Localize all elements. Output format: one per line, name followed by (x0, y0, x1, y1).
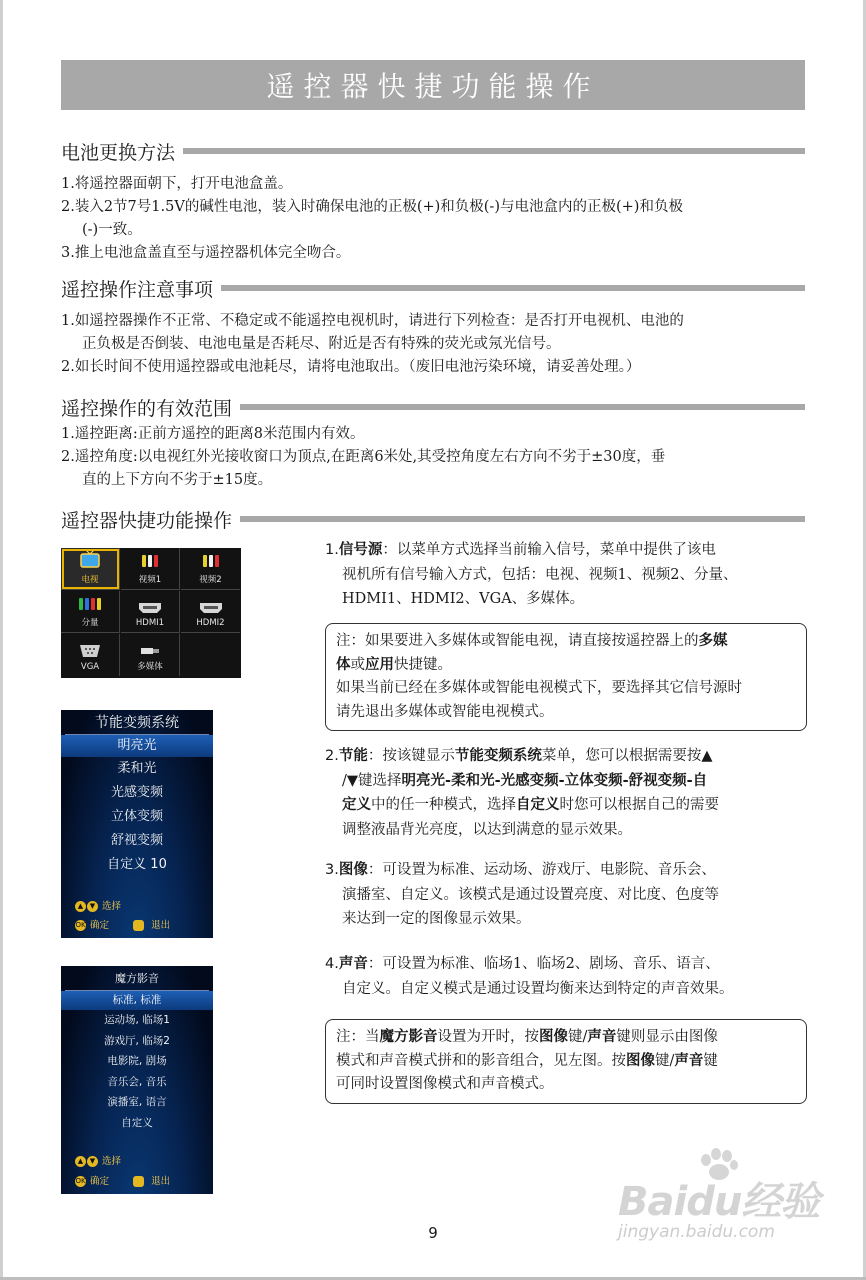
note-text: 键/ (568, 1029, 588, 1045)
note-bold: 声音 (674, 1052, 704, 1069)
av-menu-item: 音乐会, 音乐 (107, 1075, 167, 1088)
source-vga (61, 634, 120, 676)
battery-line-3: (-)一致。 (82, 222, 142, 238)
vga-port-icon (78, 643, 102, 659)
range-line-2: 2.遥控角度:以电视红外光接收窗口为顶点,在距离6米处,其受控角度左右方向不劣于±30度，垂 (61, 449, 666, 465)
av-menu-item: 自定义 (121, 1116, 153, 1129)
item-bold: 定义 (342, 797, 371, 813)
av-menu-item: 电影院, 剧场 (107, 1055, 167, 1067)
hdmi-port-icon (137, 601, 163, 615)
note-text: 可同时设置图像模式和声音模式。 (336, 1076, 554, 1092)
av-menu-title: 魔方影音 (115, 972, 159, 985)
item-label: 信号源 (338, 542, 383, 558)
source-multimedia (121, 634, 180, 676)
page-number: 9 (428, 1224, 438, 1242)
up-arrow-icon: ▲ (75, 1156, 86, 1167)
av-plug-icon (200, 552, 222, 570)
custom-label: 自定义 (107, 857, 147, 872)
note-bold: 体 (336, 656, 351, 673)
item-text: ：可设置为标准、临场1、临场2、剧场、音乐、语言、 (367, 956, 720, 972)
ok-icon: OK (75, 1177, 86, 1185)
item-number: 4. (325, 956, 339, 972)
item-text: 视机所有信号输入方式，包括：电视、视频1、视频2、分量、 (342, 566, 738, 583)
footer-select-label: 选择 (102, 1156, 122, 1167)
source-label: 分量 (81, 618, 99, 628)
item-text: 时您可以根据自己的需要 (559, 797, 719, 813)
footer-exit-label: 退出 (151, 920, 171, 931)
note-text: 设置为开时，按 (437, 1029, 539, 1045)
section-rule (221, 285, 805, 291)
usb-icon (139, 645, 161, 657)
item-label: 图像 (338, 862, 368, 878)
footer-confirm-label: 确定 (90, 920, 110, 931)
footer-select-label: 选择 (102, 901, 122, 912)
note-text: 如果当前已经在多媒体或智能电视模式下，要选择其它信号源时 (336, 680, 742, 696)
watermark-url: jingyan.baidu.com (618, 1222, 775, 1242)
section-battery-heading (61, 138, 805, 164)
component-plug-icon (78, 595, 102, 613)
source-selector-screenshot (61, 548, 241, 678)
note-bold: 声音 (587, 1029, 617, 1045)
range-line-3: 直的上下方向不劣于±15度。 (82, 472, 273, 488)
up-arrow-icon: ▲ (75, 901, 86, 912)
item-text: 调整液晶背光亮度，以达到满意的显示效果。 (342, 821, 632, 838)
av-menu-item: 演播室, 语言 (107, 1096, 167, 1108)
energy-menu-item: 光感变频 (110, 785, 163, 800)
down-arrow-icon: ▼ (87, 1156, 98, 1167)
source-label: 视频1 (138, 575, 162, 585)
section-rule (183, 148, 805, 154)
section-rule (240, 404, 805, 410)
energy-menu-item: 明亮光 (61, 735, 213, 757)
footer-exit-label: 退出 (151, 1176, 171, 1187)
down-arrow-icon: ▼ (87, 901, 98, 912)
source-video2 (181, 548, 240, 590)
section-caution-heading (61, 275, 805, 301)
battery-line-2: 2.装入2节7号1.5V的碱性电池，装入时确保电池的正极(+)和负极(-)与电池盒内的正极(+)和负极 (61, 199, 683, 215)
section-shortcut-heading (61, 506, 805, 532)
section-rule (240, 516, 805, 522)
caution-line-3: 2.如长时间不使用遥控器或电池耗尽，请将电池取出。（废旧电池污染环境，请妥善处理。） (61, 359, 641, 375)
tv-icon (79, 550, 101, 570)
item-text: 中的任一种模式，选择 (371, 797, 516, 813)
source-video1 (121, 548, 180, 590)
source-component (61, 591, 120, 633)
note-text: 注：当 (336, 1029, 380, 1045)
note-bold: 图像 (539, 1029, 568, 1045)
item-label: 节能 (338, 748, 368, 764)
menu-footer-actions (75, 1173, 170, 1187)
section-heading-text: 遥控操作的有效范围 (61, 397, 233, 420)
note-text: 或 (350, 656, 365, 673)
item-text: 菜单，您可以根据需要按▲ (541, 748, 713, 764)
note-bold: 应用 (365, 656, 394, 673)
source-label: 视频2 (199, 575, 222, 585)
av-menu-item: 游戏厅, 临场2 (104, 1034, 170, 1047)
item-bold: 节能变频系统 (454, 748, 542, 764)
item-text: ：可设置为标准、运动场、游戏厅、电影院、音乐会、 (367, 862, 716, 878)
av-menu-screenshot (61, 966, 213, 1194)
item-label: 声音 (338, 956, 368, 972)
note-text: 键则显示由图像 (616, 1029, 718, 1045)
item-sound (325, 952, 805, 1001)
menu-footer-actions (75, 917, 170, 931)
range-line-1: 1.遥控距离:正前方遥控的距离8米范围内有效。 (61, 426, 365, 442)
custom-value: 10 (150, 857, 167, 872)
note-bold: 多媒 (698, 633, 728, 649)
item-bold: 明亮光-柔和光-光感变频-立体变频-舒视变频-自 (401, 772, 708, 789)
note-text: 键 (703, 1052, 718, 1069)
page-title: 遥控器快捷功能操作 (61, 60, 805, 110)
note-bold: 图像 (626, 1052, 655, 1069)
item-text: HDMI1、HDMI2、VGA、多媒体。 (342, 591, 585, 607)
hdmi-port-icon (198, 601, 224, 615)
menu-key-icon (133, 920, 144, 931)
av-menu-item: 运动场, 临场1 (104, 1014, 170, 1026)
caution-line-2: 正负极是否倒装、电池电量是否耗尽、附近是否有特殊的荧光或氖光信号。 (82, 336, 561, 352)
source-label: VGA (80, 662, 100, 672)
item-number: 1. (325, 542, 339, 558)
item-number: 3. (325, 862, 339, 878)
note-text: 模式和声音模式拼和的影音组合，见左图。按 (336, 1052, 626, 1069)
section-range-heading (61, 394, 805, 420)
item-text: /▼键选择 (342, 772, 402, 789)
note-av-magic (325, 1019, 807, 1104)
section-heading-text: 遥控器快捷功能操作 (61, 509, 233, 532)
energy-menu-custom-row (61, 853, 213, 877)
energy-menu-title: 节能变频系统 (95, 715, 179, 731)
item-text: 来达到一定的图像显示效果。 (342, 911, 531, 927)
watermark-brand: Baidu经验 (618, 1179, 820, 1225)
ok-icon: OK (75, 921, 86, 929)
section-heading-text: 遥控操作注意事项 (61, 278, 214, 301)
source-label: HDMI1 (135, 618, 165, 628)
item-text: 演播室、自定义。该模式是通过设置亮度、对比度、色度等 (342, 886, 719, 903)
note-text: 键/ (655, 1052, 675, 1069)
item-text: ：以菜单方式选择当前输入信号，菜单中提供了该电 (382, 542, 716, 558)
menu-key-icon (133, 1176, 144, 1187)
menu-footer-select (75, 1153, 121, 1167)
footer-confirm-label: 确定 (90, 1176, 110, 1187)
source-tv (61, 548, 120, 590)
source-hdmi1 (121, 591, 180, 633)
energy-menu-screenshot (61, 710, 213, 938)
item-energy (325, 744, 805, 842)
caution-line-1: 1.如遥控器操作不正常、不稳定或不能遥控电视机时，请进行下列检查：是否打开电视机、电池的 (61, 313, 684, 329)
item-bold: 自定义 (516, 797, 560, 813)
source-label: HDMI2 (196, 618, 225, 628)
section-heading-text: 电池更换方法 (61, 141, 176, 164)
battery-line-1: 1.将遥控器面朝下，打开电池盒盖。 (61, 176, 293, 192)
energy-menu-item: 柔和光 (117, 761, 157, 776)
note-multimedia (325, 623, 807, 731)
energy-menu-item: 舒视变频 (110, 833, 163, 848)
note-bold: 魔方影音 (379, 1029, 438, 1045)
source-label: 多媒体 (137, 662, 163, 672)
baidu-watermark (612, 1148, 822, 1248)
page-border-left (0, 0, 3, 1280)
note-text: 请先退出多媒体或智能电视模式。 (336, 703, 554, 720)
item-text: ：按该键显示 (367, 748, 455, 764)
item-source (325, 538, 805, 612)
source-hdmi2 (181, 591, 240, 633)
source-label: 电视 (81, 575, 99, 585)
item-picture (325, 858, 805, 932)
menu-footer-select (75, 898, 121, 912)
note-text: 快捷键。 (394, 656, 452, 673)
energy-menu-item: 立体变频 (110, 809, 163, 824)
av-menu-item: 标准, 标准 (61, 991, 213, 1010)
item-line (325, 769, 805, 794)
note-text: 注：如果要进入多媒体或智能电视，请直接按遥控器上的 (336, 633, 699, 649)
av-plug-icon (139, 552, 161, 570)
item-number: 2. (325, 748, 339, 764)
item-line (325, 793, 805, 818)
item-text: 自定义。自定义模式是通过设置均衡来达到特定的声音效果。 (342, 980, 734, 997)
battery-line-4: 3.推上电池盒盖直至与遥控器机体完全吻合。 (61, 245, 351, 261)
